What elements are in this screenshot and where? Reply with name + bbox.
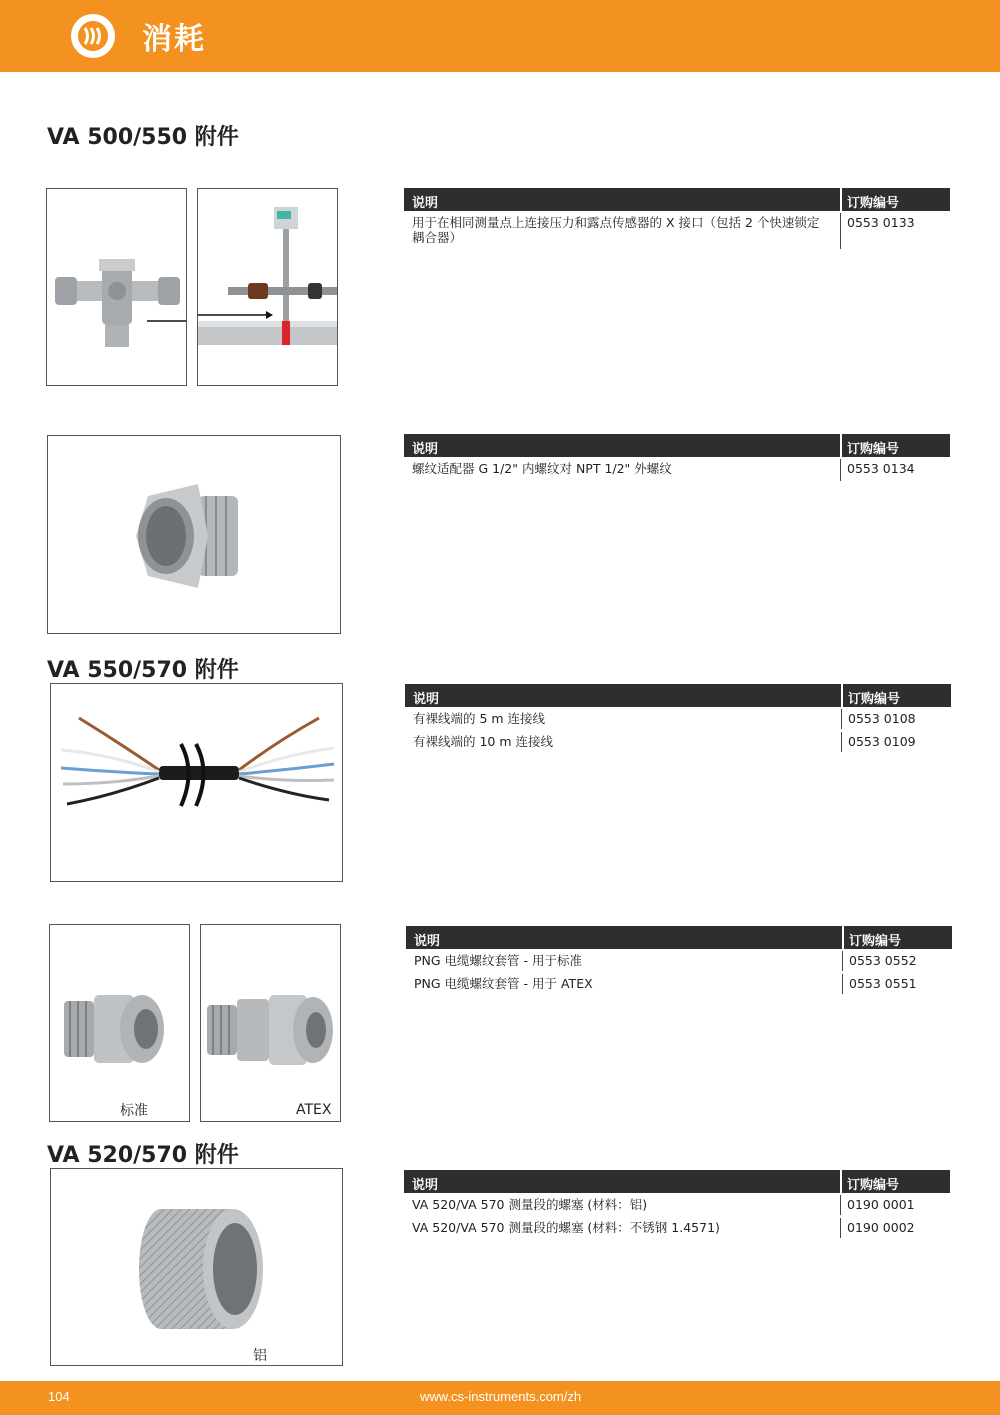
row-description: PNG 电缆螺纹套管 - 用于标准: [414, 953, 583, 968]
row-order-number: 0553 0108: [848, 711, 916, 726]
caption-atex: ATEX: [296, 1102, 332, 1118]
row-order-number: 0190 0001: [847, 1197, 915, 1212]
table-x-connector: [404, 188, 950, 251]
website-link[interactable]: www.cs-instruments.com/zh: [420, 1389, 582, 1404]
header-order-number: 订购编号: [847, 1178, 900, 1193]
table-cable-glands: [406, 926, 952, 995]
cable-photo: [50, 683, 343, 882]
caption-aluminium: 铝: [253, 1348, 267, 1364]
row-order-number: 0553 0134: [847, 461, 915, 476]
table-row: [406, 949, 952, 972]
table-row: [404, 1193, 950, 1216]
header-description: 说明: [412, 442, 439, 457]
flow-logo-icon: [70, 13, 116, 59]
section-title-va550: VA 550/570 附件: [47, 658, 239, 683]
table-row: [404, 457, 950, 483]
section-title-va520: VA 520/570 附件: [47, 1143, 239, 1168]
table-row: [406, 972, 952, 995]
row-description: 用于在相同测量点上连接压力和露点传感器的 X 接口（包括 2 个快速锁定耦合器）: [412, 215, 820, 245]
row-description: 螺纹适配器 G 1/2" 内螺纹对 NPT 1/2" 外螺纹: [412, 461, 672, 476]
header-title: 消耗: [142, 22, 206, 57]
header-order-number: 订购编号: [849, 934, 902, 949]
row-order-number: 0553 0551: [849, 976, 917, 991]
page-footer: [0, 1381, 1000, 1415]
table-cables: [405, 684, 951, 753]
header-description: 说明: [412, 196, 439, 211]
thread-adapter-photo: [47, 435, 341, 634]
row-order-number: 0190 0002: [847, 1220, 915, 1235]
table-header: [404, 434, 950, 457]
table-screw-plugs: [404, 1170, 950, 1239]
row-description: VA 520/VA 570 测量段的螺塞 (材料：铝): [412, 1197, 648, 1212]
row-description: VA 520/VA 570 测量段的螺塞 (材料：不锈钢 1.4571): [412, 1220, 720, 1235]
cable-gland-standard-photo: [49, 924, 190, 1122]
table-header: [406, 926, 952, 949]
header-description: 说明: [414, 934, 441, 949]
table-thread-adapter: [404, 434, 950, 483]
x-connector-photo: [46, 188, 187, 386]
row-description: 有裸线端的 10 m 连接线: [413, 734, 554, 749]
row-order-number: 0553 0109: [848, 734, 916, 749]
page-header: [0, 0, 1000, 72]
row-description: PNG 电缆螺纹套管 - 用于 ATEX: [414, 976, 593, 991]
table-row: [405, 707, 951, 730]
table-header: [405, 684, 951, 707]
table-row: [405, 730, 951, 753]
table-header: [404, 188, 950, 211]
cable-gland-atex-photo: [200, 924, 341, 1122]
section-title-va500: VA 500/550 附件: [47, 125, 239, 150]
table-row: [404, 1216, 950, 1239]
header-description: 说明: [413, 692, 440, 707]
row-order-number: 0553 0133: [847, 215, 915, 230]
header-order-number: 订购编号: [847, 442, 900, 457]
row-description: 有裸线端的 5 m 连接线: [413, 711, 546, 726]
header-order-number: 订购编号: [848, 692, 901, 707]
table-row: [404, 211, 950, 251]
header-description: 说明: [412, 1178, 439, 1193]
page-number: 104: [48, 1389, 70, 1404]
header-order-number: 订购编号: [847, 196, 900, 211]
installation-photo: [197, 188, 338, 386]
row-order-number: 0553 0552: [849, 953, 917, 968]
table-header: [404, 1170, 950, 1193]
caption-standard: 标准: [120, 1103, 148, 1119]
screw-plug-photo: [50, 1168, 343, 1366]
